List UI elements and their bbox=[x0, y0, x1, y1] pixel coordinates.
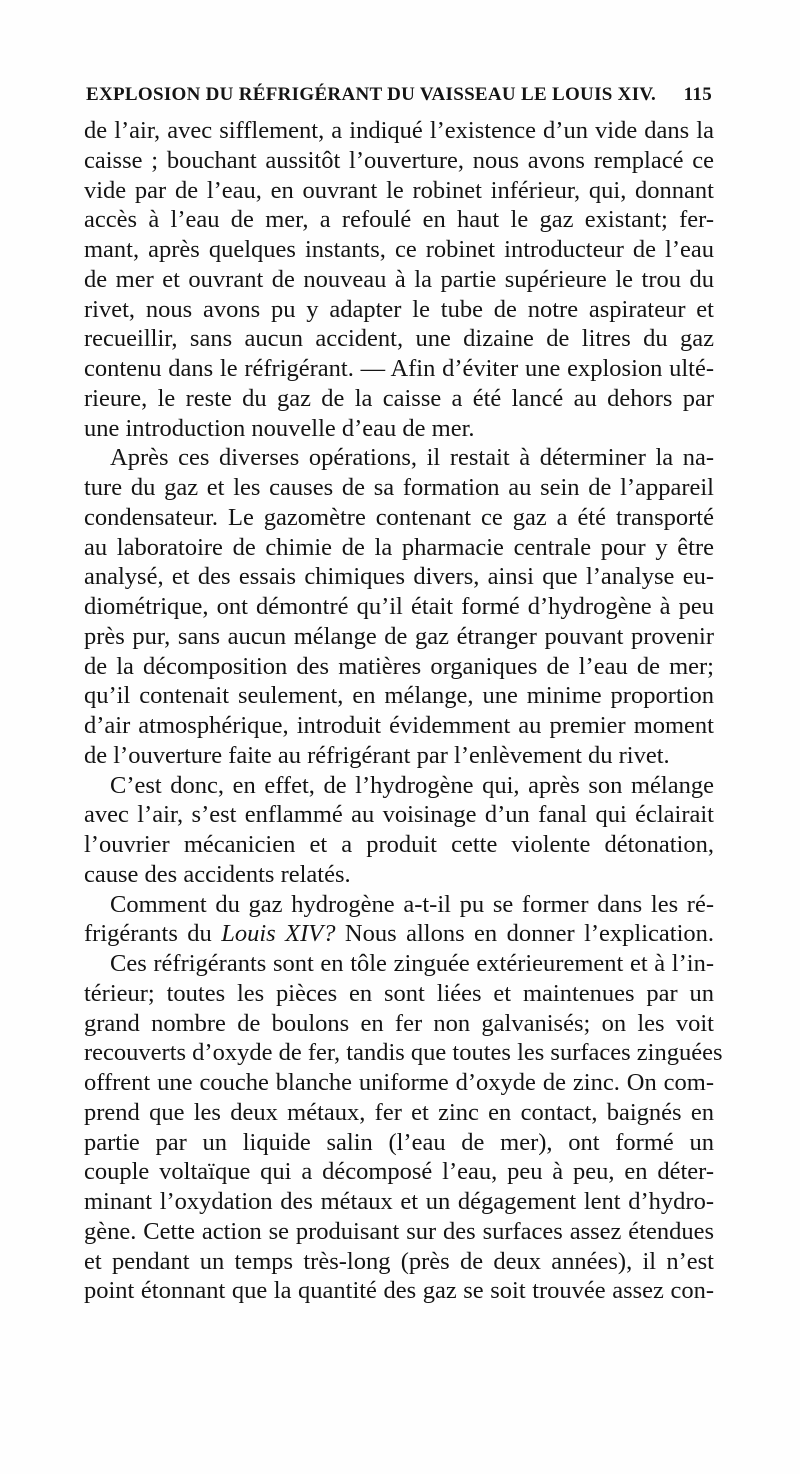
text-line: contenu dans le réfrigérant. — Afin d’éviter une explosion ulté- bbox=[84, 355, 714, 382]
running-title: EXPLOSION DU RÉFRIGÉRANT DU VAISSEAU LE LOUIS XIV. bbox=[86, 84, 657, 105]
running-head bbox=[86, 84, 712, 114]
text-line: vide par de l’eau, en ouvrant le robinet inférieur, qui, donnant bbox=[84, 176, 714, 204]
text-line: de mer et ouvrant de nouveau à la partie supérieure le trou du bbox=[84, 265, 714, 293]
text-line: offrent une couche blanche uniforme d’oxyde de zinc. On com- bbox=[84, 1069, 714, 1096]
text-line: point étonnant que la quantité des gaz se soit trouvée assez con- bbox=[84, 1277, 714, 1305]
text-line: couple voltaïque qui a décomposé l’eau, peu à peu, en déter- bbox=[84, 1158, 714, 1186]
page-number: 115 bbox=[683, 84, 712, 105]
text-line: diométrique, ont démontré qu’il était formé d’hydrogène à peu bbox=[84, 593, 714, 620]
text-line: prend que les deux métaux, fer et zinc en contact, baignés en bbox=[84, 1098, 714, 1126]
paragraph-start-line: Ces réfrigérants sont en tôle zinguée extérieurement et à l’in- bbox=[110, 950, 714, 977]
text-line: recouverts d’oxyde de fer, tandis que toutes les surfaces zinguées bbox=[84, 1039, 723, 1067]
text-line-with-ship-name bbox=[84, 919, 714, 949]
text-line: de la décomposition des matières organiques de l’eau de mer; bbox=[84, 652, 714, 680]
ship-name: Louis XIV? bbox=[221, 920, 336, 948]
text-line: ture du gaz et les causes de sa formation au sein de l’appareil bbox=[84, 474, 714, 501]
text-line: qu’il contenait seulement, en mélange, une minime proportion bbox=[84, 682, 714, 710]
text-line: d’air atmosphérique, introduit évidemment au premier moment bbox=[84, 712, 714, 739]
text-line: et pendant un temps très-long (près de deux années), il n’est bbox=[84, 1247, 714, 1275]
paragraph-start-line: Comment du gaz hydrogène a-t-il pu se former dans les ré- bbox=[110, 890, 714, 918]
text-line: recueillir, sans aucun accident, une dizaine de litres du gaz bbox=[84, 325, 714, 353]
text-line: caisse ; bouchant aussitôt l’ouverture, nous avons remplacé ce bbox=[84, 146, 714, 174]
text-line: condensateur. Le gazomètre contenant ce gaz a été transporté bbox=[84, 503, 714, 531]
paragraph-start-line: C’est donc, en effet, de l’hydrogène qui, après son mélange bbox=[110, 771, 714, 799]
text-fragment: frigérants du bbox=[84, 920, 212, 948]
paragraph-start-line: Après ces diverses opérations, il restait à déterminer la na- bbox=[110, 444, 714, 472]
text-line: l’ouvrier mécanicien et a produit cette violente détonation, bbox=[84, 831, 714, 858]
text-line: accès à l’eau de mer, a refoulé en haut le gaz existant; fer- bbox=[84, 206, 714, 234]
text-line: gène. Cette action se produisant sur des surfaces assez étendues bbox=[84, 1217, 714, 1245]
text-line: analysé, et des essais chimiques divers, ainsi que l’analyse eu- bbox=[84, 563, 714, 591]
paragraph-end-line: cause des accidents relatés. bbox=[84, 860, 351, 888]
text-line: près pur, sans aucun mélange de gaz étranger pouvant provenir bbox=[84, 622, 714, 650]
text-line: au laboratoire de chimie de la pharmacie centrale pour y être bbox=[84, 533, 714, 561]
paragraph-end-line: une introduction nouvelle d’eau de mer. bbox=[84, 414, 475, 442]
text-line: grand nombre de boulons en fer non galvanisés; on les voit bbox=[84, 1009, 714, 1037]
text-line: rivet, nous avons pu y adapter le tube de notre aspirateur et bbox=[84, 295, 714, 323]
body-text bbox=[84, 116, 723, 1306]
text-line: de l’air, avec sifflement, a indiqué l’existence d’un vide dans la bbox=[84, 117, 714, 144]
text-line: minant l’oxydation des métaux et un dégagement lent d’hydro- bbox=[84, 1188, 714, 1215]
text-line: partie par un liquide salin (l’eau de mer), ont formé un bbox=[84, 1128, 714, 1156]
text-fragment: Nous allons en donner l’explication. bbox=[335, 920, 715, 948]
text-line: avec l’air, s’est enflammé au voisinage d’un fanal qui éclairait bbox=[84, 801, 714, 829]
text-line: mant, après quelques instants, ce robinet introducteur de l’eau bbox=[84, 236, 714, 263]
text-line: térieur; toutes les pièces en sont liées et maintenues par un bbox=[84, 979, 714, 1007]
text-line: rieure, le reste du gaz de la caisse a été lancé au dehors par bbox=[84, 384, 714, 412]
paragraph-end-line: de l’ouverture faite au réfrigérant par l’enlèvement du rivet. bbox=[84, 741, 670, 769]
